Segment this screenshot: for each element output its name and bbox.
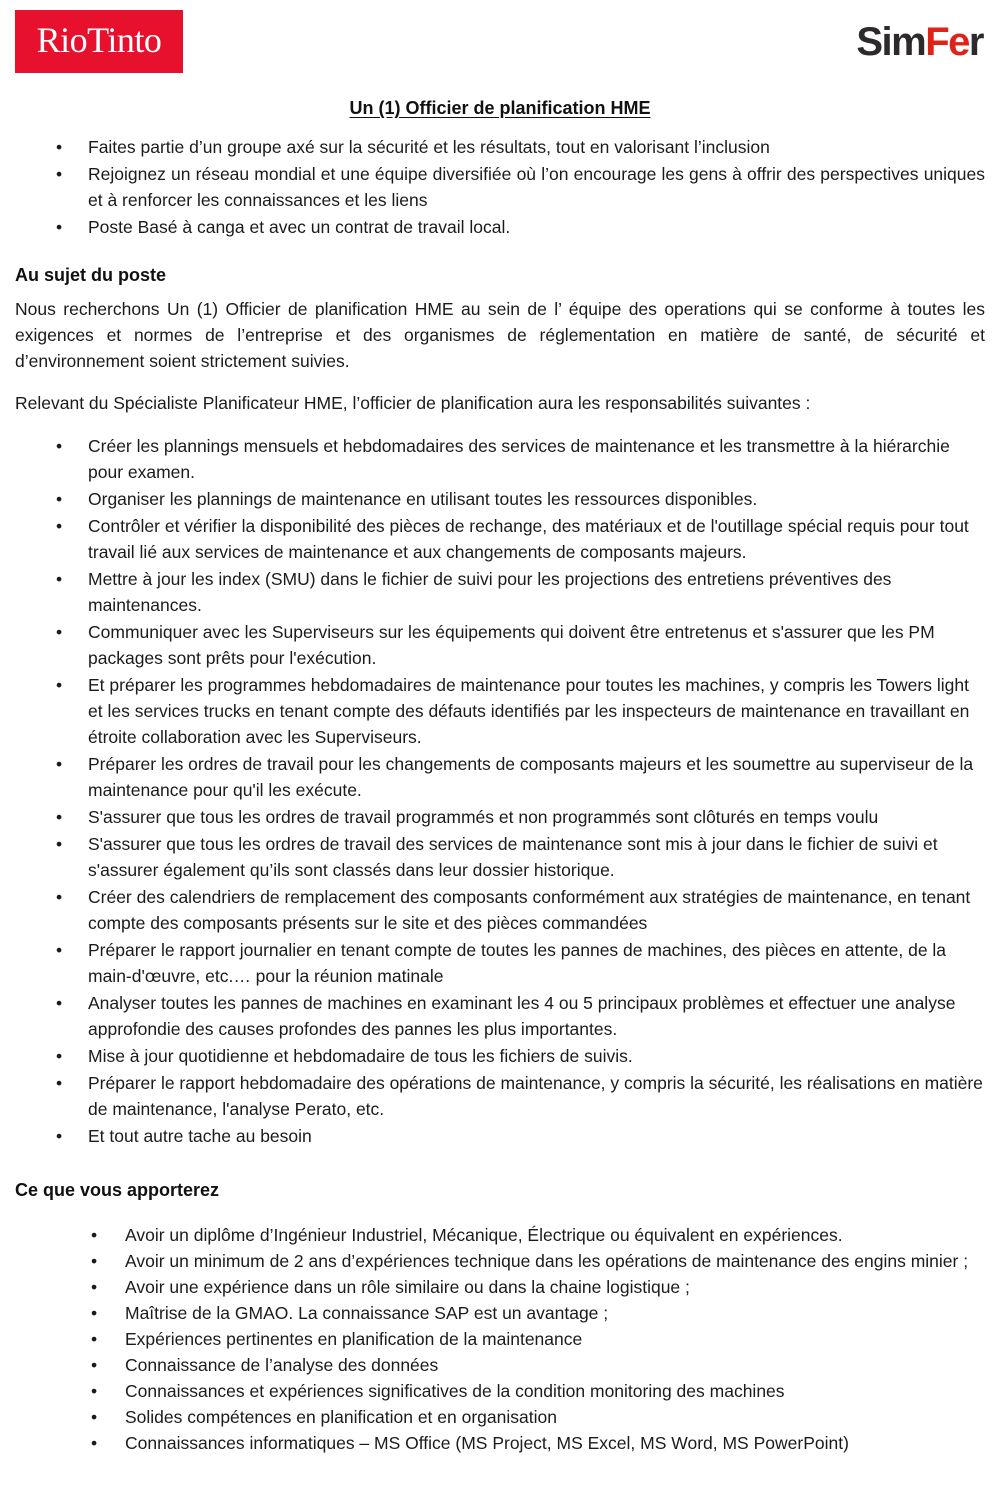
list-item-text: Rejoignez un réseau mondial et une équipe diversifiée où l’on encourage les gens à offrir des perspectives uniques et à renforcer les connaissances et les liens	[88, 164, 985, 210]
bullet-icon: •	[56, 1073, 63, 1093]
list-item	[55, 831, 985, 883]
bullet-icon: •	[56, 807, 63, 827]
intro-bullet-list	[15, 134, 985, 240]
list-item	[55, 1070, 985, 1122]
bullet-icon: •	[91, 1303, 98, 1323]
list-item-text: Analyser toutes les pannes de machines en examinant les 4 ou 5 principaux problèmes et effectuer une analyse approfondie des causes profondes des pannes les plus importantes.	[88, 993, 956, 1039]
bullet-icon: •	[56, 622, 63, 642]
list-item-text: Poste Basé à canga et avec un contrat de travail local.	[88, 217, 511, 237]
list-item-text: Communiquer avec les Superviseurs sur les équipements qui doivent être entretenus et s'assurer que les PM packages sont prêts pour l'exécution.	[88, 622, 935, 668]
list-item-text: Expériences pertinentes en planification de la maintenance	[125, 1329, 583, 1349]
bullet-icon: •	[56, 569, 63, 589]
list-item	[55, 161, 985, 213]
list-item	[55, 486, 985, 512]
section-heading-bring: Ce que vous apporterez	[15, 1180, 220, 1200]
list-item-text: Créer des calendriers de remplacement des composants conformément aux stratégies de maintenance, en tenant compte des composants présents sur le site et des pièces commandées	[88, 887, 971, 933]
bullet-icon: •	[91, 1277, 98, 1297]
about-paragraph-1: Nous recherchons Un (1) Officier de planification HME au sein de l’ équipe des operations qui se conforme à toutes les exigences et normes de l’entreprise et des organismes de réglementation en matière de santé, de sécurité et d’environnement soient strictement suivies.	[15, 299, 985, 371]
bullet-icon: •	[56, 834, 63, 854]
list-item-text: Et tout autre tache au besoin	[88, 1126, 312, 1146]
list-item	[55, 884, 985, 936]
bullet-icon: •	[56, 489, 63, 509]
simfer-logo-fe: Fe	[925, 20, 969, 64]
list-item	[55, 804, 985, 830]
bullet-icon: •	[56, 217, 63, 237]
list-item-text: Avoir une expérience dans un rôle similaire ou dans la chaine logistique ;	[125, 1277, 690, 1297]
list-item	[90, 1223, 985, 1248]
bullet-icon: •	[56, 940, 63, 960]
list-item-text: S'assurer que tous les ordres de travail programmés et non programmés sont clôturés en temps voulu	[88, 807, 879, 827]
simfer-logo-r: r	[968, 20, 983, 64]
bullet-icon: •	[91, 1251, 98, 1271]
list-item-text: Mettre à jour les index (SMU) dans le fichier de suivi pour les projections des entretiens préventives des maintenances.	[88, 569, 892, 615]
bullet-icon: •	[56, 137, 63, 157]
list-item	[55, 937, 985, 989]
list-item-text: Créer les plannings mensuels et hebdomadaires des services de maintenance et les transmettre à la hiérarchie pour examen.	[88, 436, 950, 482]
list-item-text: Connaissances informatiques – MS Office (MS Project, MS Excel, MS Word, MS PowerPoint)	[125, 1433, 849, 1453]
bullet-icon: •	[56, 436, 63, 456]
bullet-icon: •	[91, 1329, 98, 1349]
bullet-icon: •	[56, 754, 63, 774]
list-item-text: Avoir un minimum de 2 ans d’expériences technique dans les opérations de maintenance des engins minier ;	[125, 1251, 969, 1271]
simfer-logo	[856, 22, 983, 62]
list-item-text: Organiser les plannings de maintenance en utilisant toutes les ressources disponibles.	[88, 489, 758, 509]
riotinto-logo-text: RioTinto	[36, 19, 162, 60]
bullet-icon: •	[56, 516, 63, 536]
bullet-icon: •	[56, 164, 63, 184]
list-item	[55, 134, 985, 160]
simfer-logo-sim: Sim	[856, 20, 926, 64]
riotinto-logo	[15, 10, 183, 73]
list-item	[90, 1249, 985, 1274]
list-item	[55, 433, 985, 485]
list-item	[55, 990, 985, 1042]
list-item	[55, 1123, 985, 1149]
list-item	[90, 1275, 985, 1300]
list-item-text: Maîtrise de la GMAO. La connaissance SAP est un avantage ;	[125, 1303, 609, 1323]
bullet-icon: •	[91, 1407, 98, 1427]
list-item	[55, 751, 985, 803]
list-item-text: Préparer les ordres de travail pour les changements de composants majeurs et les soumettre au superviseur de la maintenance pour qu'il les exécute.	[88, 754, 974, 800]
bullet-icon: •	[91, 1381, 98, 1401]
list-item	[55, 214, 985, 240]
list-item-text: S'assurer que tous les ordres de travail des services de maintenance sont mis à jour dans le fichier de suivi et s'assurer également qu’ils sont classés dans leur dossier historique.	[88, 834, 938, 880]
list-item	[90, 1327, 985, 1352]
responsibilities-list	[15, 433, 985, 1149]
list-item	[90, 1405, 985, 1430]
list-item	[90, 1379, 985, 1404]
list-item-text: Et préparer les programmes hebdomadaires de maintenance pour toutes les machines, y compris les Towers light et les services trucks en tenant compte des défauts identifiés par les inspecteurs de maintenance en travaillant en étroite collaboration avec les Superviseurs.	[88, 675, 970, 747]
bullet-icon: •	[91, 1433, 98, 1453]
bullet-icon: •	[91, 1225, 98, 1245]
list-item	[55, 566, 985, 618]
list-item	[55, 619, 985, 671]
list-item	[55, 513, 985, 565]
list-item	[90, 1353, 985, 1378]
list-item-text: Connaissances et expériences significatives de la condition monitoring des machines	[125, 1381, 785, 1401]
list-item-text: Contrôler et vérifier la disponibilité des pièces de rechange, des matériaux et de l'outillage spécial requis pour tout travail lié aux services de maintenance et aux changements de composants majeurs.	[88, 516, 969, 562]
bullet-icon: •	[56, 675, 63, 695]
list-item	[55, 672, 985, 750]
bullet-icon: •	[56, 993, 63, 1013]
list-item-text: Préparer le rapport journalier en tenant compte de toutes les pannes de machines, des pièces en attente, de la main-d'œuvre, etc.… pour la réunion matinale	[88, 940, 947, 986]
bullet-icon: •	[56, 887, 63, 907]
list-item-text: Avoir un diplôme d’Ingénieur Industriel, Mécanique, Électrique ou équivalent en expériences.	[125, 1225, 843, 1245]
list-item-text: Faites partie d’un groupe axé sur la sécurité et les résultats, tout en valorisant l’inclusion	[88, 137, 770, 157]
section-heading-about: Au sujet du poste	[15, 265, 167, 285]
list-item-text: Connaissance de l’analyse des données	[125, 1355, 439, 1375]
list-item-text: Préparer le rapport hebdomadaire des opérations de maintenance, y compris la sécurité, les réalisations en matière de maintenance, l'analyse Perato, etc.	[88, 1073, 983, 1119]
list-item	[90, 1431, 985, 1456]
list-item	[55, 1043, 985, 1069]
bullet-icon: •	[56, 1126, 63, 1146]
document-header	[15, 10, 985, 76]
list-item	[90, 1301, 985, 1326]
bullet-icon: •	[91, 1355, 98, 1375]
bullet-icon: •	[56, 1046, 63, 1066]
requirements-list	[15, 1223, 985, 1456]
list-item-text: Mise à jour quotidienne et hebdomadaire de tous les fichiers de suivis.	[88, 1046, 633, 1066]
page-title: Un (1) Officier de planification HME	[349, 98, 651, 118]
about-paragraph-2: Relevant du Spécialiste Planificateur HME, l’officier de planification aura les responsabilités suivantes :	[15, 393, 811, 413]
list-item-text: Solides compétences en planification et en organisation	[125, 1407, 557, 1427]
